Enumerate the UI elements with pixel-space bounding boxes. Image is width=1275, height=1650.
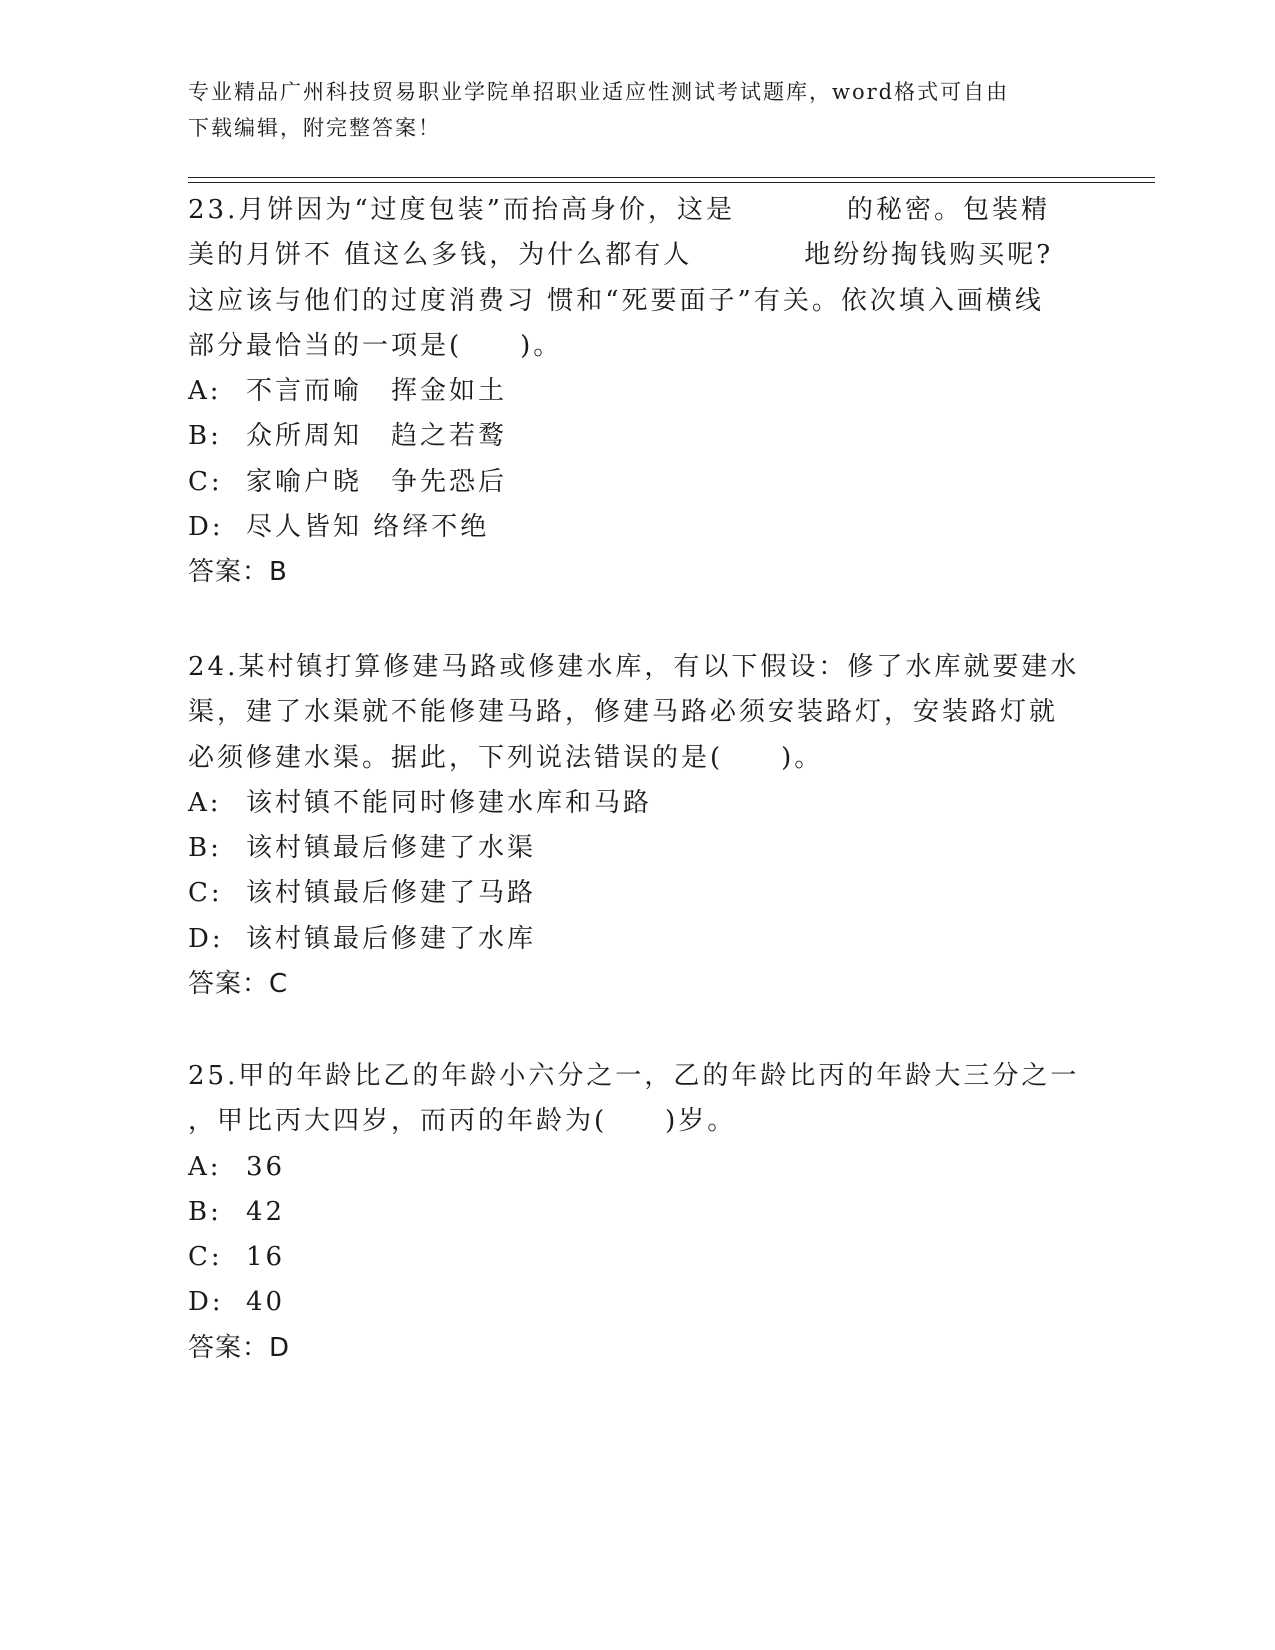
stem-line — [188, 645, 1088, 690]
question-stem — [188, 188, 1088, 369]
stem-text: 甲的年龄比乙的年龄小六分之一，乙的年龄比丙的年龄大三分之一 — [238, 1061, 1080, 1091]
stem-line — [188, 188, 1088, 233]
stem-line: 渠，建了水渠就不能修建马路，修建马路必须安装路灯，安装路灯就 — [188, 697, 1059, 728]
question-25 — [188, 1054, 1088, 1371]
option-letter: D: — [188, 512, 224, 543]
question-number: 25. — [188, 1061, 239, 1091]
option-c — [188, 871, 1088, 916]
option-a — [188, 369, 1088, 414]
option-text: 40 — [246, 1287, 286, 1318]
option-letter: D: — [188, 923, 224, 954]
stem-line: 必须修建水渠。据此，下列说法错误的是( )。 — [188, 742, 824, 773]
option-d — [188, 505, 1088, 550]
question-24 — [188, 645, 1088, 1007]
question-number: 24. — [188, 652, 239, 682]
header-line-2: 下载编辑，附完整答案！ — [188, 116, 441, 140]
option-letter: C: — [188, 1242, 223, 1273]
option-text: 该村镇最后修建了马路 — [246, 878, 537, 909]
option-d — [188, 917, 1088, 962]
option-letter: B: — [188, 833, 222, 864]
stem-line: 部分最恰当的一项是( )。 — [188, 330, 563, 361]
option-letter: C: — [188, 466, 223, 497]
option-letter: C: — [188, 878, 223, 909]
header-divider-top — [188, 177, 1155, 178]
stem-text: 某村镇打算修建马路或修建水库，有以下假设：修了水库就要建水 — [238, 652, 1080, 682]
option-b — [188, 826, 1088, 871]
document-header — [188, 74, 1068, 146]
option-letter: A: — [188, 1151, 222, 1182]
stem-line — [188, 1054, 1088, 1099]
option-d — [188, 1280, 1088, 1325]
option-a — [188, 781, 1088, 826]
stem-text: 的秘密。包装精 — [846, 195, 1050, 225]
option-b — [188, 414, 1088, 459]
option-letter: B: — [188, 421, 222, 452]
stem-text: 地纷纷掏钱购买呢? — [804, 240, 1054, 271]
option-text: 家喻户晓 争先恐后 — [246, 466, 508, 497]
header-line-1: 专业精品广州科技贸易职业学院单招职业适应性测试考试题库，word格式可自由 — [188, 80, 1010, 104]
answer-line: 答案：B — [188, 557, 288, 588]
answer-line: 答案：C — [188, 969, 289, 1000]
option-text: 该村镇最后修建了水库 — [246, 923, 537, 954]
option-c — [188, 1235, 1088, 1280]
option-c — [188, 460, 1088, 505]
option-text: 36 — [246, 1151, 286, 1182]
stem-line: ，甲比丙大四岁，而丙的年龄为( )岁。 — [188, 1106, 737, 1137]
question-stem — [188, 645, 1088, 781]
question-23 — [188, 188, 1088, 596]
header-divider-bottom — [188, 182, 1155, 183]
option-letter: A: — [188, 376, 222, 407]
stem-text: 月饼因为“过度包装”而抬高身价，这是 — [238, 195, 735, 225]
question-stem — [188, 1054, 1088, 1145]
question-number: 23. — [188, 195, 239, 225]
option-text: 不言而喻 挥金如土 — [246, 376, 508, 407]
option-text: 42 — [246, 1196, 286, 1227]
stem-text: 美的月饼不 值这么多钱，为什么都有人 — [188, 240, 693, 271]
option-letter: B: — [188, 1196, 222, 1227]
stem-line: 这应该与他们的过度消费习 惯和“死要面子”有关。依次填入画横线 — [188, 285, 1044, 316]
option-text: 16 — [246, 1242, 286, 1273]
option-b — [188, 1190, 1088, 1235]
answer-line: 答案：D — [188, 1332, 291, 1363]
stem-line — [188, 233, 1088, 278]
option-text: 该村镇不能同时修建水库和马路 — [246, 787, 653, 818]
option-text: 该村镇最后修建了水渠 — [246, 833, 537, 864]
option-text: 尽人皆知 络绎不绝 — [246, 512, 490, 543]
option-letter: D: — [188, 1287, 224, 1318]
option-letter: A: — [188, 787, 222, 818]
option-text: 众所周知 趋之若鹜 — [246, 421, 508, 452]
option-a — [188, 1145, 1088, 1190]
